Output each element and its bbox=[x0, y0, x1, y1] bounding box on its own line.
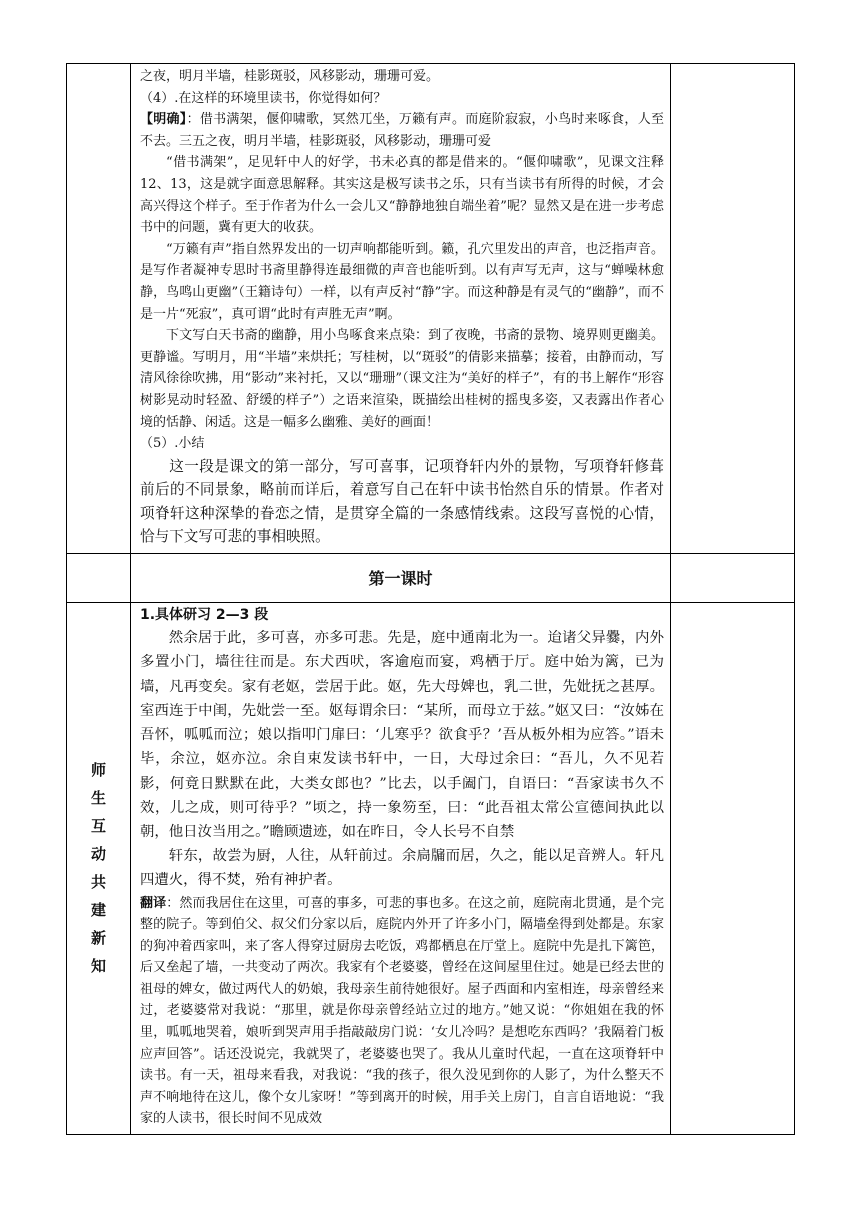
table-row bbox=[67, 64, 795, 554]
answer-paragraph bbox=[140, 109, 664, 152]
translation-text: ：然而我居住在这里，可喜的事多，可悲的事也多。在这之前，庭院南北贯通，是个完整的院子。等到伯父、叔父们分家以后，庭院内外开了许多小门，隔墙垒得到处都是。东家的狗冲着西家叫，来了客人得穿过厨房去吃饭，鸡都栖息在厅堂上。庭院中先是扎下篱笆，后又垒起了墙，一共变动了两次。我家有个老婆婆，曾经在这间屋里住过。她是已经去世的祖母的婢女，做过两代人的奶娘，我母亲生前待她很好。屋子西面和内室相连，母亲曾经来过，老婆婆常对我说：“那里，就是你母亲曾经站立过的地方。”她又说：“你姐姐在我的怀里，呱呱地哭着，娘听到哭声用手指敲敲房门说：‘女儿冷吗？是想吃东西吗？’我隔着门板应声回答”。话还没说完，我就哭了，老婆婆也哭了。我从儿童时代起，一直在这项脊轩中读书。有一天，祖母来看我，对我说：“我的孩子，很久没见到你的人影了，为什么整天不声不响地待在这儿，像个女儿家呀！”等到离开的时候，用手关上房门，自言自语地说：“我家的人读书，很长时间不见成效 bbox=[140, 895, 664, 1127]
notes-cell-empty bbox=[671, 553, 795, 602]
original-text-paragraph: 然余居于此，多可喜，亦多可悲。先是，庭中通南北为一。迨诸父异爨，内外多置小门，墙往往而是。东犬西吠，客逾庖而宴，鸡栖于厅。庭中始为篱，已为墙，凡再变矣。家有老妪，尝居于此。妪，先大母婢也，乳二世，先妣抚之甚厚。室西连于中闺，先妣尝一至。妪每谓余曰：“某所，而母立于兹。”妪又曰：“汝姊在吾怀，呱呱而泣；娘以指叩门扉曰：‘儿寒乎？欲食乎？’吾从板外相为应答。”语未毕，余泣，妪亦泣。余自束发读书轩中，一日，大母过余曰：“吾儿，久不见若影，何竟日默默在此，大类女郎也？”比去，以手阖门，自语曰：“吾家读书久不效，儿之成，则可待乎？”顷之，持一象笏至，曰：“此吾祖太常公宣德间执此以朝，他日汝当用之。”瞻顾遗迹，如在昨日，令人长号不自禁 bbox=[140, 630, 664, 840]
side-label-char: 新 bbox=[90, 929, 106, 948]
part1-text bbox=[131, 64, 670, 553]
side-cell-empty bbox=[67, 553, 131, 602]
side-label-char: 互 bbox=[90, 817, 106, 836]
answer-label: 【明确】 bbox=[140, 112, 187, 128]
section-title: 第一课时 bbox=[131, 553, 671, 602]
side-label bbox=[67, 602, 131, 1134]
translation-label: 翻译 bbox=[140, 895, 167, 911]
summary-label: （5）.小结 bbox=[140, 436, 205, 452]
table-row bbox=[67, 602, 795, 1134]
notes-cell-empty bbox=[671, 602, 795, 1134]
side-cell-empty bbox=[67, 64, 131, 554]
analysis-paragraph: “借书满架”，足见轩中人的好学，书未必真的都是借来的。“偃仰啸歌”，见课文注释12、13，这是就字面意思解释。其实这是极写读书之乐，只有当读书有所得的时候，才会高兴得这个样子。至于作者为什么一会儿又“静静地独自端坐着”呢？显然又是在进一步考虑书中的问题，冀有更大的收获。 bbox=[140, 155, 664, 236]
translation-paragraph bbox=[140, 893, 664, 1131]
side-label-char: 生 bbox=[90, 789, 106, 808]
side-label-char: 动 bbox=[90, 845, 106, 864]
part2-text bbox=[131, 603, 670, 1134]
answer-text: ：借书满架，偃仰啸歌，冥然兀坐，万籁有声。而庭阶寂寂，小鸟时来啄食，人至不去。三五之夜，明月半墙，桂影斑驳，风移影动，珊珊可爱 bbox=[140, 112, 664, 149]
analysis-paragraph: “万籁有声”指自然界发出的一切声响都能听到。籁，孔穴里发出的声音，也泛指声音。是写作者凝神专思时书斋里静得连最细微的声音也能听到。以有声写无声，这与“蝉噪林愈静，鸟鸣山更幽”（王籍诗句）一样，以有声反衬“静”字。而这种静是有灵气的“幽静”，而不是一片“死寂”，真可谓“此时有声胜无声”啊。 bbox=[140, 241, 664, 322]
summary-paragraph: 这一段是课文的第一部分，写可喜事，记项脊轩内外的景物，写项脊轩修葺前后的不同景象，略前而详后，着意写自己在轩中读书怡然自乐的情景。作者对项脊轩这种深挚的眷恋之情，是贯穿全篇的一条感情线索。这段写喜悦的心情，恰与下文写可悲的事相映照。 bbox=[140, 457, 664, 546]
text-line: 之夜，明月半墙，桂影斑驳，风移影动，珊珊可爱。 bbox=[140, 69, 440, 84]
side-label-char: 知 bbox=[90, 957, 106, 976]
lesson-plan-table bbox=[66, 63, 795, 1135]
question-line: （4）.在这样的环境里读书，你觉得如何？ bbox=[140, 90, 387, 106]
notes-cell-empty bbox=[671, 64, 795, 554]
original-text-paragraph: 轩东，故尝为厨，人往，从轩前过。余扃牖而居，久之，能以足音辨人。轩凡四遭火，得不焚，殆有神护者。 bbox=[140, 848, 664, 889]
side-label-char: 师 bbox=[90, 761, 106, 780]
content-cell-part2 bbox=[131, 602, 671, 1134]
subsection-title: 1.具体研习 2—3 段 bbox=[140, 606, 269, 623]
analysis-paragraph: 下文写白天书斋的幽静，用小鸟啄食来点染：到了夜晚，书斋的景物、境界则更幽美。更静谧。写明月，用“半墙”来烘托；写桂树，以“斑驳”的倩影来描摹；接着，由静而动，写清风徐徐吹拂，用“影动”来衬托，又以“珊珊”（课文注为“美好的样子”，有的书上解作“形容树影晃动时轻盈、舒缓的样子”）之语来渲染，既描绘出桂树的摇曳多姿，又表露出作者心境的恬静、闲适。这是一幅多么幽雅、美好的画面！ bbox=[140, 328, 664, 430]
side-label-char: 共 bbox=[90, 873, 106, 892]
content-cell-part1 bbox=[131, 64, 671, 554]
side-label-char: 建 bbox=[90, 901, 106, 920]
table-row bbox=[67, 553, 795, 602]
